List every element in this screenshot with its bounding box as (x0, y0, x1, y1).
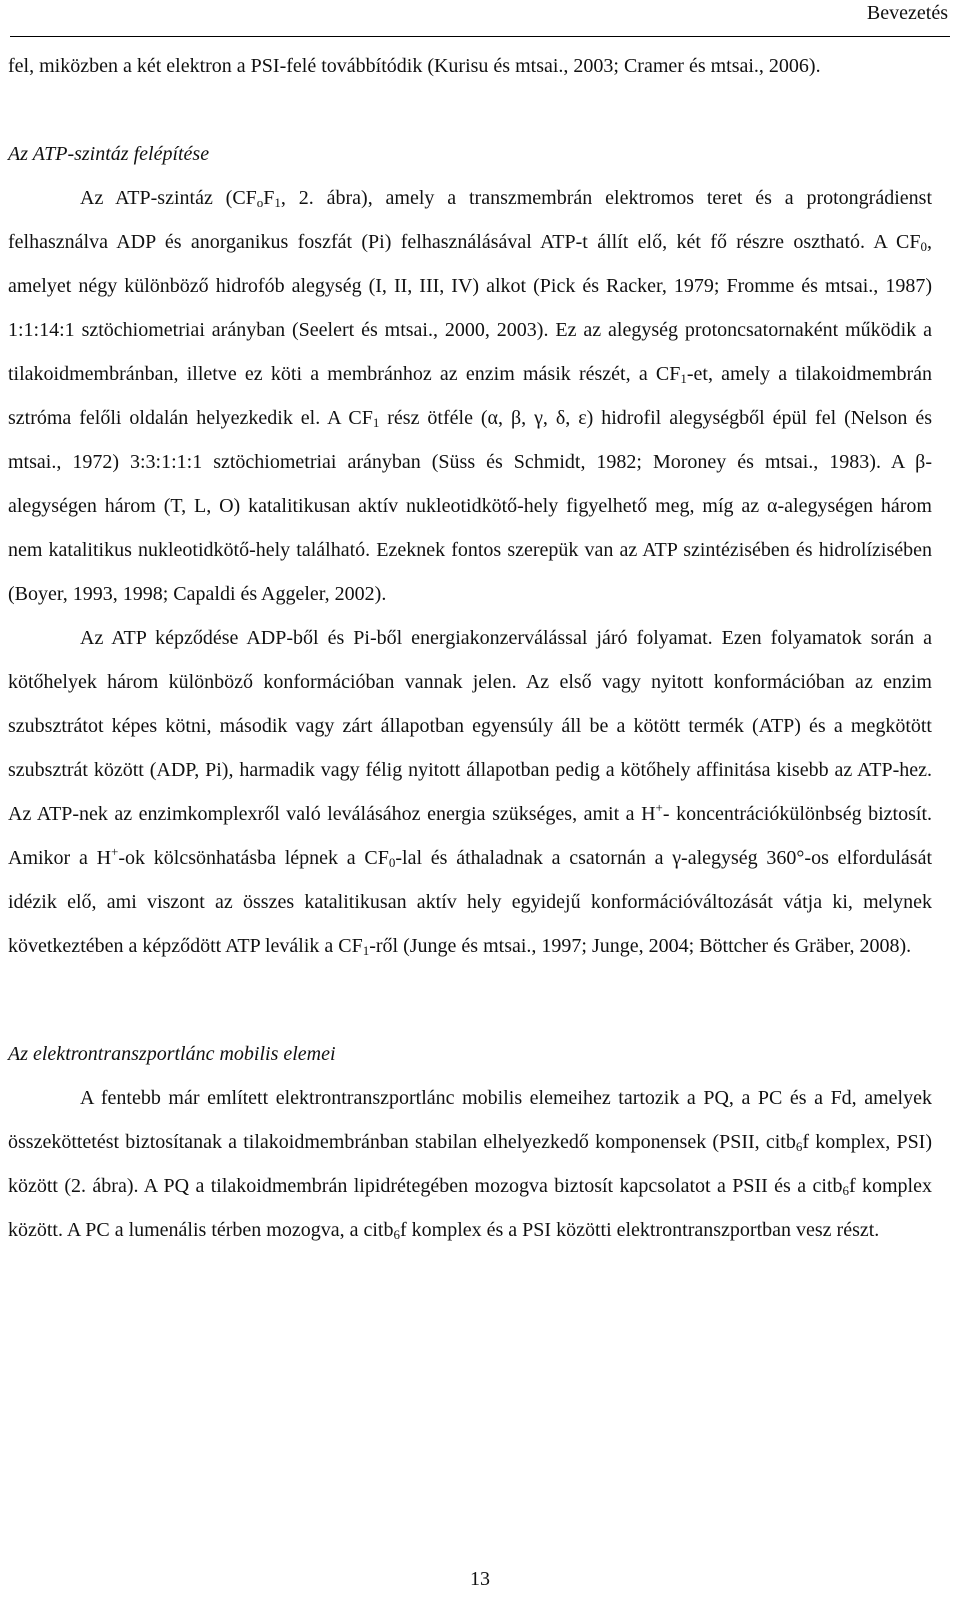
running-header-title: Bevezetés (866, 2, 948, 24)
section-title-atp-synthase: Az ATP-szintáz felépítése (8, 143, 210, 165)
section-title-mobile-elements: Az elektrontranszportlánc mobilis elemei (8, 1043, 336, 1065)
paragraph-atp-synthase-structure: Az ATP-szintáz ($CF_oF_1$, 2. ábra), amely a transzmembrán elektromos teret és a protongrádienst felhasználva ADP és anorganikus foszfát (Pi) felhasználásával ATP-t állít elő, két fő részre osztható. A $CF_0$, amelyet négy különböző hidrofób alegység (I, II, III, IV) alkot (Pick és Racker, 1979; Fromme és mtsai., 1987) 1:1:14:1 sztöchiometriai arányban (Seelert és mtsai., 2000, 2003). Ez az alegység protoncsatornaként működik a tilakoidmembránban, illetve ez köti a membránhoz az enzim másik részét, a $CF_1-et$, amely a tilakoidmembrán sztróma felőli oldalán helyezkedik el. A $CF_1$ rész ötféle (α, β, γ, δ, ε) hidrofil alegységből épül fel (Nelson és mtsai., 1972) 3:3:1:1:1 sztöchiometriai arányban (Süss és Schmidt, 1982; Moroney és mtsai., 1983). A β-alegységen három (T, L, O) katalitikusan aktív nukleotidkötő-hely figyelhető meg, míg az α-alegységen három nem katalitikus nukleotidkötő-hely található. Ezeknek fontos szerepük van az ATP szintézisében és hidrolízisében (Boyer, 1993, 1998; Capaldi és Aggeler, 2002). (8, 187, 933, 605)
page-body (8, 44, 932, 1252)
paragraph-atp-formation: Az ATP képződése ADP-ből és Pi-ből energiakonzerválással járó folyamat. Ezen folyamatok során a kötőhelyek három különböző konformációban vannak jelen. Az első vagy nyitott konformációban az enzim szubsztrátot képes kötni, második vagy zárt állapotban egyensúly áll be a kötött termék (ATP) és a megkötött szubsztrát között (ADP, Pi), harmadik vagy félig nyitott állapotban pedig a kötőhely affinitása kisebb az ATP-hez. Az ATP-nek az enzimkomplexről való leválásához energia szükséges, amit a H+- koncentrációkülönbség biztosít. Amikor a H+-ok kölcsönhatásba lépnek a $CF_0$-lal és áthaladnak a csatornán a γ-alegység 360°-os elfordulását idézik elő, ami viszont az összes katalitikusan aktív hely egyidejű konformációváltozását vátja ki, melynek következtében a képződött ATP leválik a $CF_1$-ről (Junge és mtsai., 1997; Junge, 2004; Böttcher és Gräber, 2008). (8, 627, 933, 958)
paragraph-continuation: fel, miközben a két elektron a PSI-felé továbbítódik (Kurisu és mtsai., 2003; Cramer és mtsai., 2006). (8, 55, 821, 77)
page-number: 13 (470, 1568, 490, 1590)
page-header (10, 0, 950, 37)
paragraph-mobile-elements: A fentebb már említett elektrontranszportlánc mobilis elemeihez tartozik a PQ, a PC és a Fd, amelyek összeköttetést biztosítanak a tilakoidmembránban stabilan elhelyezkedő komponensek (PSII, citb$_6$f komplex, PSI) között (2. ábra). A PQ a tilakoidmembrán lipidrétegében mozogva biztosít kapcsolatot a PSII és a citb$_6$f komplex között. A PC a lumenális térben mozogva, a citb$_6$f komplex és a PSI közötti elektrontranszportban vesz részt. (8, 1087, 933, 1242)
page-footer (0, 1568, 960, 1591)
